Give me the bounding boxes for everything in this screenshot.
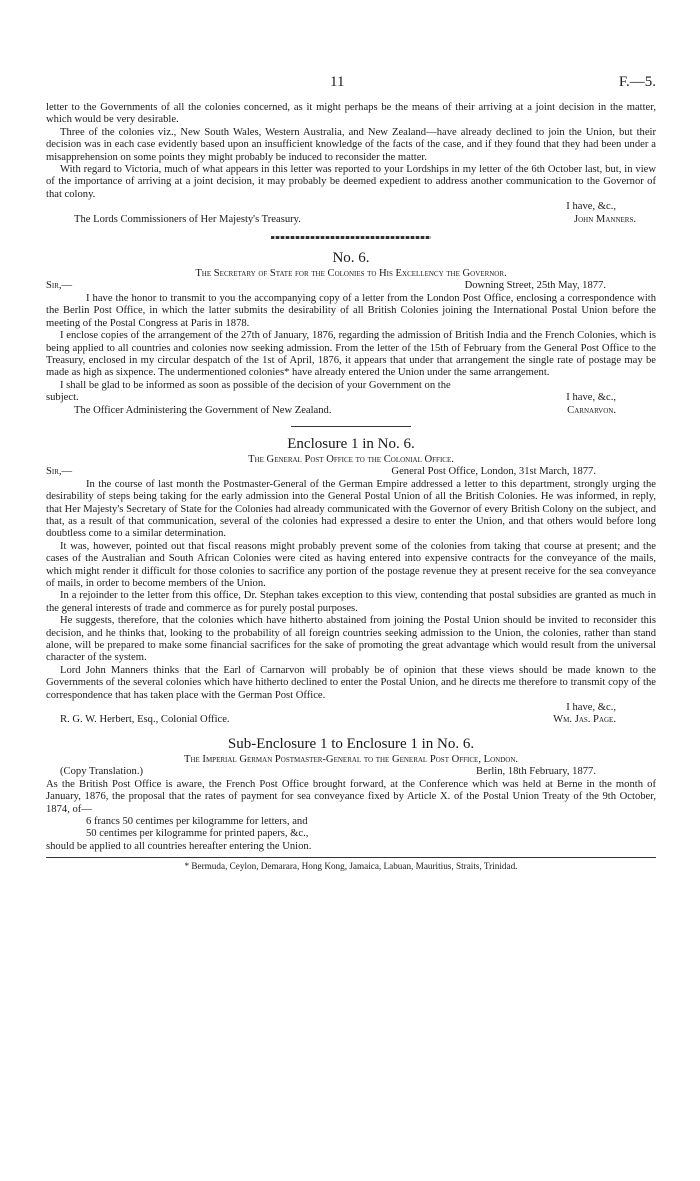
page-header [46,76,656,102]
salutation-row [46,466,656,478]
addressee-signature-row [46,714,656,726]
paragraph: I have the honor to transmit to you the accompanying copy of a letter from the London Post Office, enclosing a correspondence with the Berlin Post Office, in which the latter submits the desirability of all British Colonies joining the International Postal Union before the meeting of the Postal Congress at Paris in 1878. [46,292,656,329]
paragraph: I enclose copies of the arrangement of the 27th of January, 1876, regarding the admission of British India and the French Colonies, which is being applied to all countries and colonies now seeking admission. From the letter of the 15th of February from the General Post Office to the Treasury, enclosed in my circular despatch of the 1st of April, 1876, it appears that under that arrangement the single rate of postage may be made as high as sixpence. The undermentioned colonies* have already entered the Union under the same arrangement. [46,330,656,379]
enclosure-1 [46,435,656,727]
place-date: General Post Office, London, 31st March, 1877. [391,466,596,478]
signature: Carnarvon. [567,404,616,416]
section-rule [291,426,411,427]
closing: I have, &c., [566,201,616,213]
paragraph: In the course of last month the Postmaster-General of the German Empire addressed a letter to this department, strongly urging the desirability of steps being taking for the early admission into the General Postal Union of all the British Colonies. He was informed, in reply, that Her Majesty's Secretary of State for the Colonies had already communicated with the Governor of every British Colony on the subject, and that, as a result of that communication, several of the colonies had expressed a desire to enter the Union, and that others would before long doubtless come to a similar determination. [46,478,656,540]
addressee: The Lords Commissioners of Her Majesty's Treasury. [74,213,301,225]
from-to-line: The Imperial German Postmaster-General to the General Post Office, London. [183,753,519,765]
document-page [46,76,656,873]
salutation-row [46,280,656,292]
place-date: Downing Street, 25th May, 1877. [464,280,606,292]
salutation: Sir,— [46,280,73,292]
from-to-line: The General Post Office to the Colonial Office. [248,453,454,465]
paragraph: He suggests, therefore, that the colonies which have hitherto abstained from joining the Postal Union should be invited to reconsider this decision, and he thinks that, looking to the probability of all foreign countries seeking admission to the Union, the colonies, rather than stand alone, will be prepared to make some financial sacrifices for the sake of promoting the great advantage which would result from the universal character of the system. [46,615,656,664]
signature: Wm. Jas. Page. [553,714,616,726]
section-heading: Enclosure 1 in No. 6. [287,435,415,452]
place-date: Berlin, 18th February, 1877. [476,766,596,778]
closing: I have, &c., [566,392,616,404]
paragraph: should be applied to all countries hereafter entering the Union. [46,840,312,852]
document-reference: F.—5. [618,74,656,90]
translation-note: (Copy Translation.) [60,766,143,778]
paragraph-end: subject. [46,392,79,404]
section-heading: Sub-Enclosure 1 to Enclosure 1 in No. 6. [227,735,475,752]
addressee-signature-row [46,214,656,226]
addressee: R. G. W. Herbert, Esq., Colonial Office. [60,714,230,726]
section-divider [271,236,431,239]
sub-enclosure-1 [46,735,656,853]
footnote: * Bermuda, Ceylon, Demarara, Hong Kong, Jamaica, Labuan, Mauritius, Straits, Trinidad. [46,857,656,872]
addressee: The Officer Administering the Government of New Zealand. [74,404,332,416]
spacer [46,727,656,735]
subject-closing-row [46,392,656,404]
paragraph: Lord John Manners thinks that the Earl of Carnarvon will probably be of opinion that these views should be made known to the Governments of the several colonies which have hitherto declined to enter the Postal Union, and he directs me therefore to transmit copy of the correspondence that has taken place with the German Post Office. [46,664,656,701]
section-heading: No. 6. [332,250,370,267]
paragraph: Three of the colonies viz., New South Wales, Western Australia, and New Zealand—have already declined to join the Union, but their decision was in each case evidently based upon an insufficient knowledge of the facts of the case, and if they found that they had been under a misapprehension on some points they might probably be induced to reconsider the matter. [46,126,656,163]
paragraph: It was, however, pointed out that fiscal reasons might probably prevent some of the colonies from taking that course at present; and the cases of the Australian and South African Colonies were cited as having entered into expensive contracts for the conveyance of the mails, which might render it difficult for those colonies to sacrifice any portion of the postage revenue they at present receive for the sea conveyance of mails, in order to become members of the Union. [46,540,656,589]
paragraph: I shall be glad to be informed as soon as possible of the decision of your Government on the [60,379,451,391]
translation-date-row [46,766,656,778]
paragraph: In a rejoinder to the letter from this office, Dr. Stephan takes exception to this view, contending that postal subsidies are granted as much in the general interests of trade and commerce as for purely postal purposes. [46,590,656,614]
closing: I have, &c., [566,702,616,714]
paragraph: As the British Post Office is aware, the French Post Office brought forward, at the Conference which was held at Berne in the month of January, 1876, the proposal that the rates of payment for sea conveyance fixed by Article X. of the Postal Union Treaty of the 9th October, 1874, of— [46,778,656,815]
paragraph: letter to the Governments of all the colonies concerned, as it might perhaps be the means of their arriving at a joint decision in the matter, which would be very desirable. [46,102,656,126]
from-to-line: The Secretary of State for the Colonies to His Excellency the Governor. [195,268,507,280]
salutation: Sir,— [46,466,73,478]
addressee-signature-row [46,405,656,417]
paragraph: With regard to Victoria, much of what appears in this letter was reported to your Lordships in my letter of the 6th October last, but, in view of the importance of arriving at a joint decision, it may probably be deemed expedient to address another communication to the Governor of that colony. [46,164,656,200]
rate-item: 6 francs 50 centimes per kilogramme for letters, and [86,815,308,827]
letter-continuation [46,102,656,226]
despatch-no-6 [46,249,656,417]
signature: John Manners. [573,213,636,225]
page-number: 11 [330,74,345,90]
rate-item: 50 centimes per kilogramme for printed papers, &c., [86,828,309,840]
